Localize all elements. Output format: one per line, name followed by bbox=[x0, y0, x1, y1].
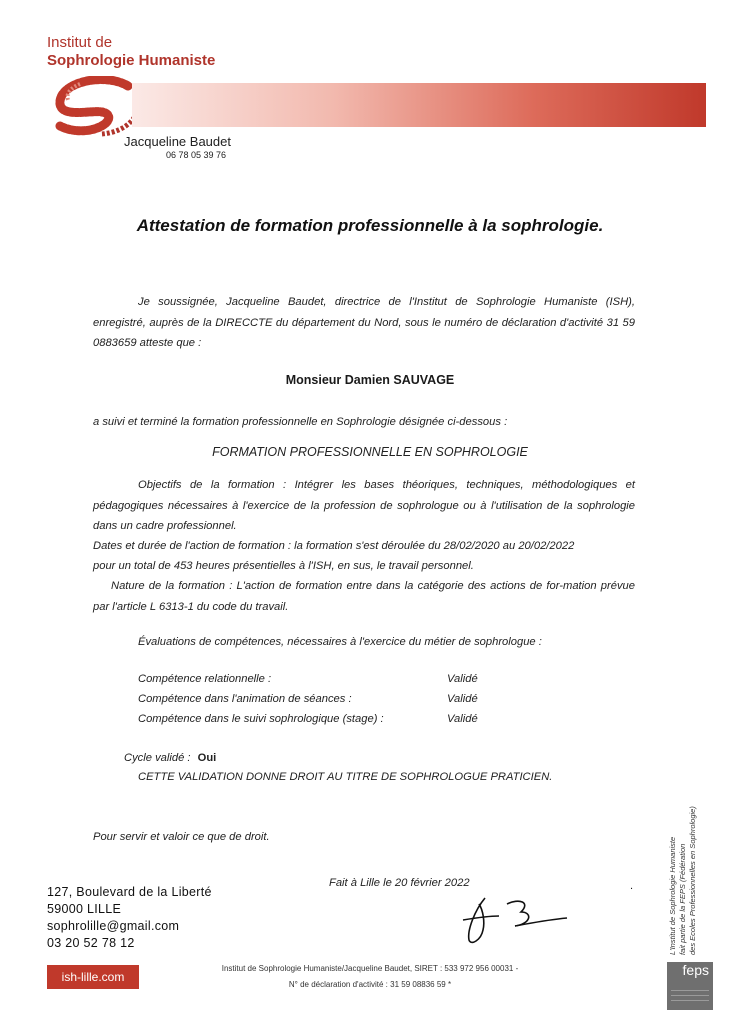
feps-vertical-line-3: des Ecoles Professionnelles en Sophrologie) bbox=[688, 806, 697, 955]
page-title: Attestation de formation professionnelle à la sophrologie. bbox=[136, 216, 604, 235]
competence-status-2: Validé bbox=[447, 693, 478, 705]
director-phone: 06 78 05 39 76 bbox=[166, 150, 227, 160]
competence-status-1: Validé bbox=[447, 673, 478, 685]
formation-title: FORMATION PROFESSIONNELLE EN SOPHROLOGIE bbox=[212, 445, 528, 459]
objectives-paragraph: Objectifs de la formation : Intégrer les bases théoriques, techniques, méthodologiques et pédagogiques nécessaires à l'exercice de la profession de sophrologue ou à l'utilisation de la sophrologie dans un cadre professionnel. bbox=[93, 479, 635, 532]
header-gradient-band bbox=[132, 83, 706, 127]
cycle-value: Oui bbox=[197, 752, 217, 764]
feps-logo bbox=[667, 962, 713, 1010]
contact-email[interactable]: sophrolille@gmail.com bbox=[47, 919, 180, 933]
dot-mark: . bbox=[630, 880, 634, 892]
director-name: Jacqueline Baudet bbox=[124, 134, 231, 149]
validation-statement: CETTE VALIDATION DONNE DROIT AU TITRE DE SOPHROLOGUE PRATICIEN. bbox=[138, 771, 553, 783]
cycle-validated bbox=[124, 752, 216, 764]
address-city: 59000 LILLE bbox=[47, 902, 122, 916]
institute-name-line1: Institut de bbox=[47, 34, 113, 51]
cycle-label: Cycle validé : bbox=[124, 752, 191, 764]
nature-paragraph: Nature de la formation : L'action de formation entre dans la catégorie des actions de for-mation prévue par l'article L 6313-1 du code du travail. bbox=[93, 580, 635, 613]
competence-label-2: Compétence dans l'animation de séances : bbox=[138, 693, 352, 705]
competence-label-3: Compétence dans le suivi sophrologique (stage) : bbox=[138, 713, 384, 725]
footer-line-2: N° de déclaration d'activité : 31 59 08836 59 * bbox=[288, 980, 452, 989]
intro-paragraph: Je soussignée, Jacqueline Baudet, directrice de l'Institut de Sophrologie Humaniste (ISH), enregistré, auprès de la DIRECCTE du département du Nord, sous le numéro de déclaration d'activité 31 59 0883659 atteste que : bbox=[93, 296, 635, 349]
signature-icon bbox=[455, 890, 575, 948]
feps-logo-text: feps bbox=[682, 962, 709, 978]
completed-text: a suivi et terminé la formation professionnelle en Sophrologie désignée ci-dessous : bbox=[93, 416, 508, 428]
contact-phone: 03 20 52 78 12 bbox=[47, 936, 135, 950]
trainee-name: Monsieur Damien SAUVAGE bbox=[285, 373, 455, 387]
dates-line-2: pour un total de 453 heures présentielles à l'ISH, en sus, le travail personnel. bbox=[93, 560, 474, 572]
competence-label-1: Compétence relationnelle : bbox=[138, 673, 272, 685]
feps-vertical-line-1: L'Institut de Sophrologie Humaniste bbox=[668, 836, 677, 955]
feps-vertical-text bbox=[668, 595, 698, 955]
footer-line-1: Institut de Sophrologie Humaniste/Jacqueline Baudet, SIRET : 533 972 956 00031 - bbox=[221, 964, 519, 973]
institute-name-line2: Sophrologie Humaniste bbox=[47, 52, 216, 69]
feps-vertical-line-2: fait partie de la FEPS (Fédération bbox=[678, 843, 687, 955]
dates-line-1: Dates et durée de l'action de formation : la formation s'est déroulée du 28/02/2020 au 20/02/2022 bbox=[93, 540, 575, 552]
competence-status-3: Validé bbox=[447, 713, 478, 725]
website-badge[interactable]: ish-lille.com bbox=[47, 965, 139, 989]
place-date: Fait à Lille le 20 février 2022 bbox=[329, 877, 470, 889]
closing-text: Pour servir et valoir ce que de droit. bbox=[93, 831, 270, 843]
evaluations-intro: Évaluations de compétences, nécessaires à l'exercice du métier de sophrologue : bbox=[138, 636, 542, 648]
address-street: 127, Boulevard de la Liberté bbox=[47, 885, 212, 899]
